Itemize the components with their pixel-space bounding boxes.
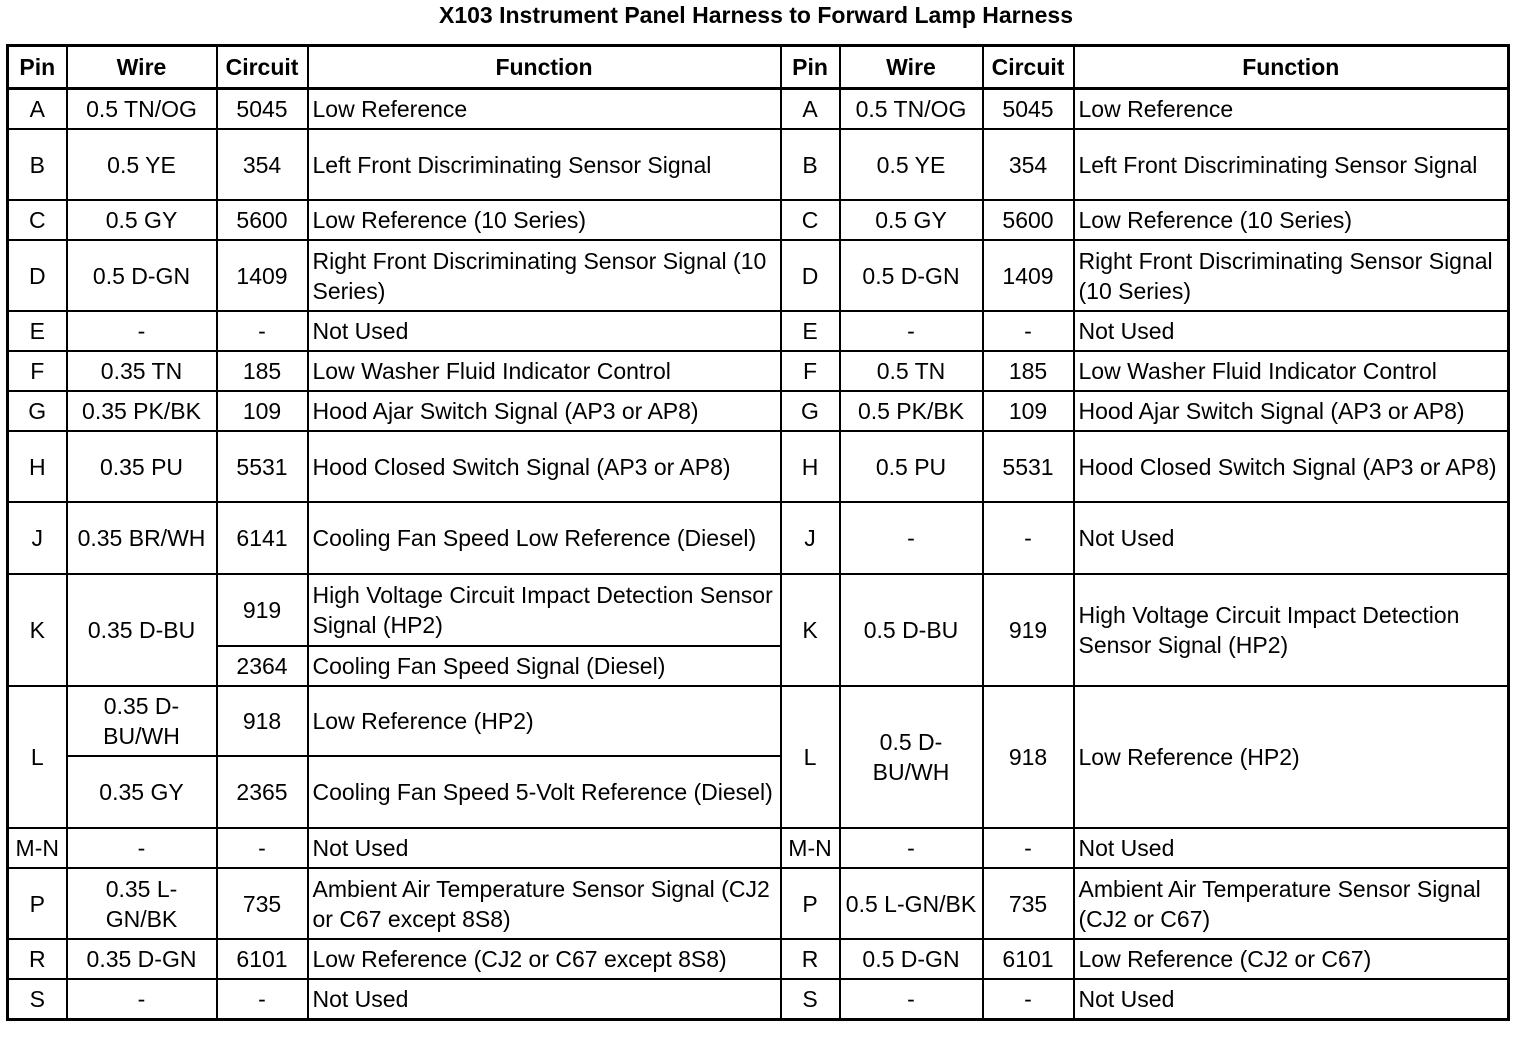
table-row [8, 351, 1509, 391]
pin-cell: K [8, 574, 67, 686]
wire-cell: 0.5 D-GN [840, 939, 983, 979]
header-wire: Wire [840, 46, 983, 89]
circuit-cell: - [983, 502, 1074, 574]
pin-cell: M-N [781, 828, 840, 868]
wire-cell: 0.5 TN/OG [67, 89, 217, 130]
pin-cell: D [8, 240, 67, 311]
circuit-cell: 2364 [217, 646, 308, 686]
circuit-cell: 1409 [983, 240, 1074, 311]
table-row [8, 200, 1509, 240]
wire-cell: - [67, 311, 217, 351]
wire-cell: 0.5 D-GN [67, 240, 217, 311]
wire-cell: - [840, 979, 983, 1020]
pin-cell: L [8, 686, 67, 828]
table-row [8, 240, 1509, 311]
wire-cell: 0.5 D-BU [840, 574, 983, 686]
wire-cell: 0.5 YE [840, 129, 983, 200]
pin-cell: K [781, 574, 840, 686]
wire-cell: 0.5 L-GN/BK [840, 868, 983, 939]
wire-cell: - [67, 979, 217, 1020]
circuit-cell: 5045 [217, 89, 308, 130]
pin-cell: A [8, 89, 67, 130]
circuit-cell: 735 [217, 868, 308, 939]
function-cell: Left Front Discriminating Sensor Signal [1074, 129, 1509, 200]
circuit-cell: 5531 [217, 431, 308, 502]
function-cell: Hood Ajar Switch Signal (AP3 or AP8) [308, 391, 781, 431]
wire-cell: - [67, 828, 217, 868]
table-row [8, 89, 1509, 130]
function-cell: Low Reference (10 Series) [1074, 200, 1509, 240]
circuit-cell: - [983, 311, 1074, 351]
function-cell: High Voltage Circuit Impact Detection Sensor Signal (HP2) [308, 574, 781, 646]
wire-cell: 0.5 YE [67, 129, 217, 200]
wire-cell: 0.5 GY [67, 200, 217, 240]
circuit-cell: - [983, 828, 1074, 868]
circuit-cell: 5600 [983, 200, 1074, 240]
function-cell: Low Reference [308, 89, 781, 130]
function-cell: Low Washer Fluid Indicator Control [1074, 351, 1509, 391]
function-cell: Not Used [1074, 502, 1509, 574]
function-cell: Low Washer Fluid Indicator Control [308, 351, 781, 391]
wire-cell: 0.35 PK/BK [67, 391, 217, 431]
header-pin: Pin [8, 46, 67, 89]
circuit-cell: 735 [983, 868, 1074, 939]
circuit-cell: - [217, 311, 308, 351]
wire-cell: 0.5 GY [840, 200, 983, 240]
function-cell: Not Used [1074, 311, 1509, 351]
function-cell: Ambient Air Temperature Sensor Signal (CJ2 or C67 except 8S8) [308, 868, 781, 939]
header-function: Function [308, 46, 781, 89]
function-cell: Not Used [308, 828, 781, 868]
pin-cell: G [781, 391, 840, 431]
wire-cell: 0.35 GY [67, 756, 217, 828]
circuit-cell: 5045 [983, 89, 1074, 130]
circuit-cell: 5531 [983, 431, 1074, 502]
circuit-cell: 185 [983, 351, 1074, 391]
circuit-cell: 354 [983, 129, 1074, 200]
pin-cell: R [8, 939, 67, 979]
table-row [8, 686, 1509, 756]
circuit-cell: 6101 [983, 939, 1074, 979]
pin-cell: P [8, 868, 67, 939]
table-row [8, 502, 1509, 574]
function-cell: Low Reference (HP2) [308, 686, 781, 756]
pin-cell: J [8, 502, 67, 574]
wire-cell: 0.35 D-BU [67, 574, 217, 686]
table-row [8, 939, 1509, 979]
pin-cell: S [781, 979, 840, 1020]
wire-cell: 0.5 PK/BK [840, 391, 983, 431]
table-row [8, 311, 1509, 351]
table-row [8, 129, 1509, 200]
wire-cell: 0.5 TN [840, 351, 983, 391]
pin-cell: B [8, 129, 67, 200]
wire-cell: 0.35 L-GN/BK [67, 868, 217, 939]
pin-cell: H [8, 431, 67, 502]
wire-cell: - [840, 502, 983, 574]
function-cell: Low Reference (10 Series) [308, 200, 781, 240]
table-row [8, 574, 1509, 646]
pin-cell: F [8, 351, 67, 391]
header-pin: Pin [781, 46, 840, 89]
function-cell: Cooling Fan Speed Low Reference (Diesel) [308, 502, 781, 574]
wire-cell: 0.35 BR/WH [67, 502, 217, 574]
pin-cell: S [8, 979, 67, 1020]
table-title: X103 Instrument Panel Harness to Forward Lamp Harness [439, 2, 1073, 28]
circuit-cell: 5600 [217, 200, 308, 240]
function-cell: Right Front Discriminating Sensor Signal (10 Series) [308, 240, 781, 311]
function-cell: Not Used [308, 311, 781, 351]
pin-cell: E [781, 311, 840, 351]
function-cell: Hood Ajar Switch Signal (AP3 or AP8) [1074, 391, 1509, 431]
header-function: Function [1074, 46, 1509, 89]
wire-cell: 0.35 D-GN [67, 939, 217, 979]
pin-cell: G [8, 391, 67, 431]
circuit-cell: 919 [217, 574, 308, 646]
circuit-cell: 1409 [217, 240, 308, 311]
circuit-cell: 185 [217, 351, 308, 391]
wire-cell: - [840, 828, 983, 868]
pin-cell: C [8, 200, 67, 240]
table-row [8, 979, 1509, 1020]
wire-cell: 0.5 PU [840, 431, 983, 502]
function-cell: Low Reference (CJ2 or C67) [1074, 939, 1509, 979]
circuit-cell: 6101 [217, 939, 308, 979]
pin-cell: R [781, 939, 840, 979]
pin-cell: H [781, 431, 840, 502]
function-cell: Not Used [1074, 828, 1509, 868]
circuit-cell: 919 [983, 574, 1074, 686]
connector-pinout-table [6, 44, 1510, 1021]
pin-cell: F [781, 351, 840, 391]
circuit-cell: 918 [217, 686, 308, 756]
table-row [8, 391, 1509, 431]
pin-cell: P [781, 868, 840, 939]
function-cell: Cooling Fan Speed Signal (Diesel) [308, 646, 781, 686]
wire-cell: 0.5 D-GN [840, 240, 983, 311]
function-cell: Ambient Air Temperature Sensor Signal (CJ2 or C67) [1074, 868, 1509, 939]
pin-cell: B [781, 129, 840, 200]
circuit-cell: 2365 [217, 756, 308, 828]
function-cell: Hood Closed Switch Signal (AP3 or AP8) [308, 431, 781, 502]
wire-cell: 0.5 TN/OG [840, 89, 983, 130]
circuit-cell: 354 [217, 129, 308, 200]
circuit-cell: - [217, 828, 308, 868]
wire-cell: 0.5 D-BU/WH [840, 686, 983, 828]
table-row [8, 868, 1509, 939]
table-row [8, 828, 1509, 868]
header-circuit: Circuit [217, 46, 308, 89]
pin-cell: E [8, 311, 67, 351]
pin-cell: L [781, 686, 840, 828]
circuit-cell: - [983, 979, 1074, 1020]
pin-cell: J [781, 502, 840, 574]
function-cell: Right Front Discriminating Sensor Signal (10 Series) [1074, 240, 1509, 311]
wire-cell: 0.35 PU [67, 431, 217, 502]
function-cell: Not Used [1074, 979, 1509, 1020]
wire-cell: 0.35 TN [67, 351, 217, 391]
function-cell: Not Used [308, 979, 781, 1020]
table-row [8, 431, 1509, 502]
circuit-cell: 6141 [217, 502, 308, 574]
function-cell: Cooling Fan Speed 5-Volt Reference (Diesel) [308, 756, 781, 828]
pin-cell: M-N [8, 828, 67, 868]
function-cell: Low Reference (CJ2 or C67 except 8S8) [308, 939, 781, 979]
pin-cell: D [781, 240, 840, 311]
function-cell: Low Reference [1074, 89, 1509, 130]
header-circuit: Circuit [983, 46, 1074, 89]
function-cell: Low Reference (HP2) [1074, 686, 1509, 828]
wire-cell: - [840, 311, 983, 351]
pin-cell: A [781, 89, 840, 130]
function-cell: Hood Closed Switch Signal (AP3 or AP8) [1074, 431, 1509, 502]
wire-cell: 0.35 D-BU/WH [67, 686, 217, 756]
circuit-cell: 918 [983, 686, 1074, 828]
pin-cell: C [781, 200, 840, 240]
circuit-cell: 109 [983, 391, 1074, 431]
circuit-cell: - [217, 979, 308, 1020]
function-cell: High Voltage Circuit Impact Detection Sensor Signal (HP2) [1074, 574, 1509, 686]
header-wire: Wire [67, 46, 217, 89]
header-row [8, 46, 1509, 89]
function-cell: Left Front Discriminating Sensor Signal [308, 129, 781, 200]
circuit-cell: 109 [217, 391, 308, 431]
